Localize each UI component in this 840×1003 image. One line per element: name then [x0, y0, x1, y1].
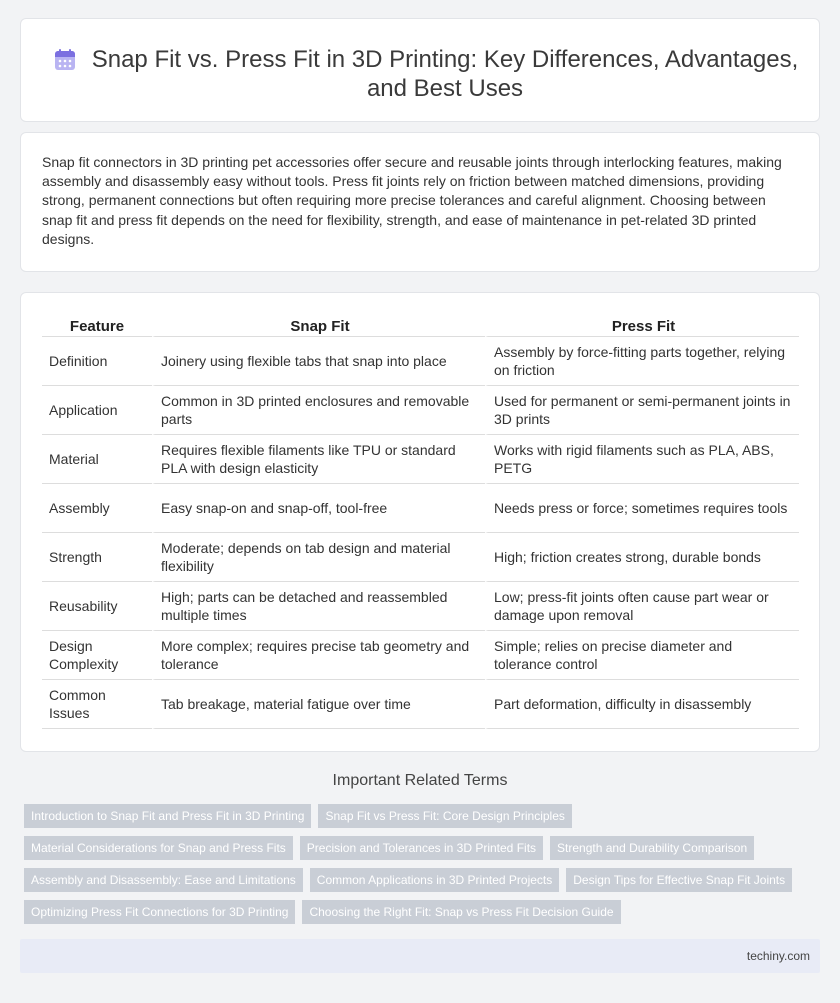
related-term-tag[interactable]: Strength and Durability Comparison [550, 836, 754, 860]
table-cell-press: Works with rigid filaments such as PLA, ABS, PETG [485, 435, 799, 484]
related-term-tag[interactable]: Choosing the Right Fit: Snap vs Press Fit Decision Guide [302, 900, 620, 924]
tag-row [24, 900, 824, 925]
table-row [42, 435, 799, 484]
table-cell-feature: Design Complexity [42, 631, 152, 680]
intro-paragraph: Snap fit connectors in 3D printing pet accessories offer secure and reusable joints through interlocking features, making assembly and disassembly easy without tools. Press fit joints rely on friction between matched dimensions, providing strong, permanent connections but often requiring more precise tolerances and careful alignment. Choosing between snap fit and press fit depends on the need for flexibility, strength, and ease of maintenance in pet-related 3D printed designs. [42, 154, 782, 247]
intro-card [20, 132, 820, 272]
related-term-tag[interactable]: Introduction to Snap Fit and Press Fit in 3D Printing [24, 804, 311, 828]
related-term-tag[interactable]: Design Tips for Effective Snap Fit Joints [566, 868, 792, 892]
page-title: Snap Fit vs. Press Fit in 3D Printing: Key Differences, Advantages, and Best Uses [91, 46, 799, 102]
title-card [20, 18, 820, 122]
header-snap-fit: Snap Fit [152, 313, 485, 337]
table-cell-press: Assembly by force-fitting parts together, relying on friction [485, 337, 799, 386]
table-cell-feature: Reusability [42, 582, 152, 631]
table-cell-snap: More complex; requires precise tab geometry and tolerance [152, 631, 485, 680]
footer [20, 939, 820, 973]
table-row [42, 582, 799, 631]
table-cell-feature: Strength [42, 533, 152, 582]
comparison-table [42, 313, 799, 729]
table-cell-press: Low; press-fit joints often cause part wear or damage upon removal [485, 582, 799, 631]
table-cell-snap: Moderate; depends on tab design and material flexibility [152, 533, 485, 582]
table-cell-feature: Application [42, 386, 152, 435]
table-cell-snap: Requires flexible filaments like TPU or standard PLA with design elasticity [152, 435, 485, 484]
related-term-tag[interactable]: Assembly and Disassembly: Ease and Limitations [24, 868, 303, 892]
table-cell-press: Needs press or force; sometimes requires tools [485, 484, 799, 533]
table-cell-snap: Common in 3D printed enclosures and removable parts [152, 386, 485, 435]
table-cell-press: Used for permanent or semi-permanent joints in 3D prints [485, 386, 799, 435]
related-term-tag[interactable]: Precision and Tolerances in 3D Printed Fits [300, 836, 543, 860]
table-row [42, 533, 799, 582]
table-cell-feature: Material [42, 435, 152, 484]
tag-row [24, 836, 824, 861]
table-row [42, 631, 799, 680]
tag-row [24, 804, 824, 829]
related-terms-heading: Important Related Terms [332, 772, 508, 789]
header-press-fit: Press Fit [485, 313, 799, 337]
table-cell-feature: Common Issues [42, 680, 152, 729]
table-cell-snap: Joinery using flexible tabs that snap into place [152, 337, 485, 386]
related-term-tag[interactable]: Snap Fit vs Press Fit: Core Design Principles [318, 804, 571, 828]
related-terms-list [24, 804, 824, 932]
table-row [42, 386, 799, 435]
table-header-row [42, 313, 799, 337]
table-cell-feature: Assembly [42, 484, 152, 533]
tag-row [24, 868, 824, 893]
table-row [42, 680, 799, 729]
table-row [42, 337, 799, 386]
table-cell-feature: Definition [42, 337, 152, 386]
related-term-tag[interactable]: Material Considerations for Snap and Press Fits [24, 836, 293, 860]
table-cell-snap: Tab breakage, material fatigue over time [152, 680, 485, 729]
table-cell-press: High; friction creates strong, durable bonds [485, 533, 799, 582]
header-feature: Feature [42, 313, 152, 337]
table-cell-press: Part deformation, difficulty in disassembly [485, 680, 799, 729]
table-cell-snap: Easy snap-on and snap-off, tool-free [152, 484, 485, 533]
related-term-tag[interactable]: Optimizing Press Fit Connections for 3D Printing [24, 900, 295, 924]
table-cell-press: Simple; relies on precise diameter and tolerance control [485, 631, 799, 680]
comparison-table-card [20, 292, 820, 752]
footer-site-link[interactable]: techiny.com [746, 949, 810, 963]
table-row [42, 484, 799, 533]
table-cell-snap: High; parts can be detached and reassembled multiple times [152, 582, 485, 631]
related-term-tag[interactable]: Common Applications in 3D Printed Projects [310, 868, 559, 892]
